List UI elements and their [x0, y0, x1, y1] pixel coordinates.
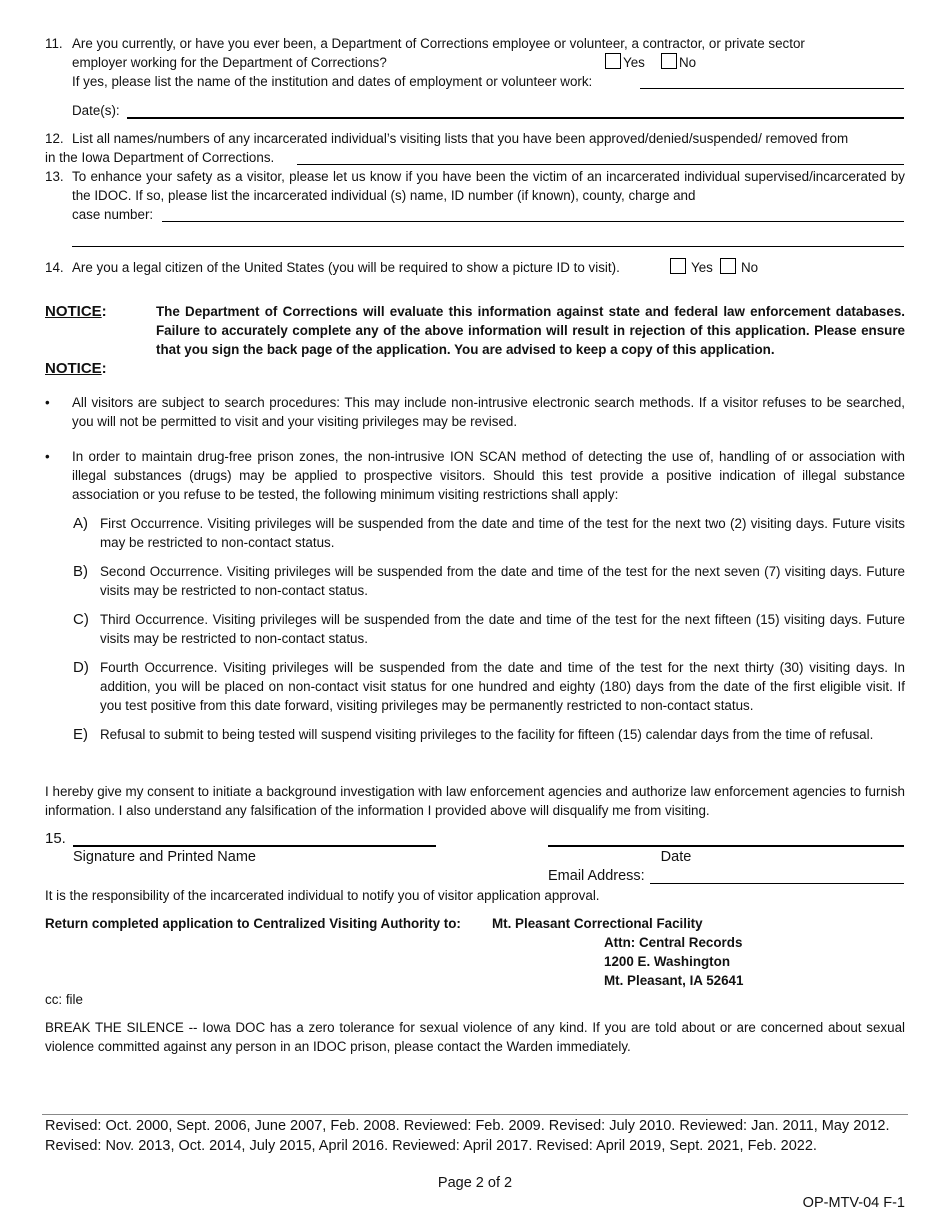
address-city: Mt. Pleasant, IA 52641 [604, 973, 744, 988]
q13-number: 13. [45, 169, 64, 184]
notice-heading-2 [45, 359, 107, 378]
q14-yes-option[interactable] [670, 258, 713, 277]
bullet-icon: • [45, 395, 50, 410]
q14-number: 14. [45, 260, 64, 275]
address-facility: Mt. Pleasant Correctional Facility [492, 916, 703, 931]
notice-heading [45, 302, 107, 321]
q14-text: Are you a legal citizen of the United States (you will be required to show a picture ID to visit). [72, 260, 620, 275]
q12-text-line2: in the Iowa Department of Corrections. [45, 150, 275, 165]
address-attn: Attn: Central Records [604, 935, 743, 950]
break-silence-text: BREAK THE SILENCE -- Iowa DOC has a zero tolerance for sexual violence of any kind. If you are told about or are concerned about sexual violence committed against any person in an IDOC prison, please contact the Warden immediately. [45, 1020, 905, 1054]
q11-institution-field[interactable] [640, 70, 904, 89]
occurrence-b-letter: B) [73, 563, 88, 580]
consent-text: I hereby give my consent to initiate a background investigation with law enforcement agencies and authorize law enforcement agencies to furnish information. I also understand any falsification of the information I provided above will disqualify me from visiting. [45, 784, 905, 818]
q11-yes-checkbox[interactable] [605, 53, 621, 69]
q11-dates-field[interactable] [127, 99, 904, 119]
signature-field[interactable] [73, 827, 436, 847]
q12-text-line1: List all names/numbers of any incarcerated individual’s visiting lists that you have been approved/denied/suspended/ removed from [72, 131, 849, 146]
q13-victim-field[interactable] [162, 203, 904, 222]
q12-lists-field[interactable] [297, 146, 904, 165]
occurrence-d-letter: D) [73, 659, 89, 676]
q11-yes-option[interactable] [605, 53, 645, 72]
notice-heading-label: NOTICE [45, 303, 102, 320]
responsibility-text: It is the responsibility of the incarcerated individual to notify you of visitor application approval. [45, 888, 600, 903]
occurrence-c-text: Third Occurrence. Visiting privileges will be suspended from the date and time of the test for the next fifteen (15) visiting days. Future visits may be restricted to non-contact status. [100, 612, 905, 646]
q14-no-label: No [741, 260, 759, 275]
footer-revision-history: Revised: Oct. 2000, Sept. 2006, June 2007, Feb. 2008. Reviewed: Feb. 2009. Revised: July 2010. Reviewed: Jan. 2011, May 2012. Revised: Nov. 2013, Oct. 2014, July 2015, April 2016. Reviewed: April 2017. Revised: April 2019, Sept. 2021, Feb. 2022. [45, 1118, 890, 1154]
occurrence-a-letter: A) [73, 515, 88, 532]
notice-heading-2-label: NOTICE [45, 360, 102, 377]
occurrence-c-letter: C) [73, 611, 89, 628]
q15-number: 15. [45, 830, 66, 847]
occurrence-e-text: Refusal to submit to being tested will suspend visiting privileges to the facility for fifteen (15) calendar days from the time of refusal. [100, 727, 874, 742]
q11-text-line2: employer working for the Department of Corrections? [72, 55, 387, 70]
occurrence-a-text: First Occurrence. Visiting privileges will be suspended from the date and time of the test for the next two (2) visiting days. Future visits may be restricted to non-contact status. [100, 516, 905, 550]
q11-number: 11. [45, 36, 63, 51]
q11-no-label: No [679, 55, 697, 70]
q11-no-checkbox[interactable] [661, 53, 677, 69]
address-street: 1200 E. Washington [604, 954, 730, 969]
q11-dates-label: Date(s): [72, 103, 120, 118]
bullet-search-text: All visitors are subject to search procedures: This may include non-intrusive electronic search methods. If a visitor refuses to be searched, you will not be permitted to visit and your visiting privileges may be revised. [72, 395, 905, 429]
q14-no-checkbox[interactable] [720, 258, 736, 274]
q13-victim-field-2[interactable] [72, 228, 904, 247]
q11-text-line3: If yes, please list the name of the institution and dates of employment or volunteer work: [72, 74, 593, 89]
q11-yes-label: Yes [623, 55, 645, 70]
q13-text: To enhance your safety as a visitor, please let us know if you have been the victim of an incarcerated individual supervised/incarcerated by the IDOC. If so, please list the incarcerated individual (s) name, ID number (if known), county, charge and [72, 169, 905, 203]
q14-no-option[interactable] [720, 258, 758, 277]
notice-text: The Department of Corrections will evaluate this information against state and federal law enforcement databases. Failure to accurately complete any of the above information will result in rejection of this application. Please ensure that you sign the back page of the application. You are advised to keep a copy of this application. [156, 304, 905, 357]
bullet-ion-scan-text: In order to maintain drug-free prison zones, the non-intrusive ION SCAN method of detecting the use of, handling of or association with illegal substances (drugs) may be applied to prospective visitors. Should this test provide a positive indication of illegal substance association or you refuse to be tested, the following minimum visiting restrictions shall apply: [72, 449, 905, 502]
footer-divider [42, 1114, 908, 1115]
return-label: Return completed application to Centralized Visiting Authority to: [45, 916, 461, 931]
email-label: Email Address: [548, 868, 645, 884]
date-field[interactable] [548, 827, 904, 847]
notice-heading-2-colon: : [101, 360, 107, 377]
notice-heading-colon: : [101, 303, 107, 320]
q13-case-label: case number: [72, 207, 154, 222]
q14-yes-label: Yes [691, 260, 713, 275]
date-label: Date [660, 849, 692, 865]
q14-yes-checkbox[interactable] [670, 258, 686, 274]
signature-label: Signature and Printed Name [73, 849, 256, 865]
q11-text-line1: Are you currently, or have you ever been, a Department of Corrections employee or volunteer, a contractor, or private sector [72, 36, 805, 51]
footer-form-id: OP-MTV-04 F-1 [802, 1195, 905, 1211]
occurrence-e-letter: E) [73, 726, 88, 743]
email-field[interactable] [650, 865, 904, 884]
q12-number: 12. [45, 131, 64, 146]
occurrence-d-text: Fourth Occurrence. Visiting privileges will be suspended from the date and time of the test for the next thirty (30) visiting days. In addition, you will be placed on non-contact visit status for one hundred and eighty (180) days from the date of the first eligible visit. If you test positive from this date forward, visiting privileges may be permanently restricted to non-contact status. [100, 660, 905, 713]
bullet-icon: • [45, 449, 50, 464]
footer-page-number: Page 2 of 2 [437, 1175, 513, 1191]
occurrence-b-text: Second Occurrence. Visiting privileges will be suspended from the date and time of the test for the next seven (7) visiting days. Future visits may be restricted to non-contact status. [100, 564, 905, 598]
cc-text: cc: file [45, 992, 83, 1007]
